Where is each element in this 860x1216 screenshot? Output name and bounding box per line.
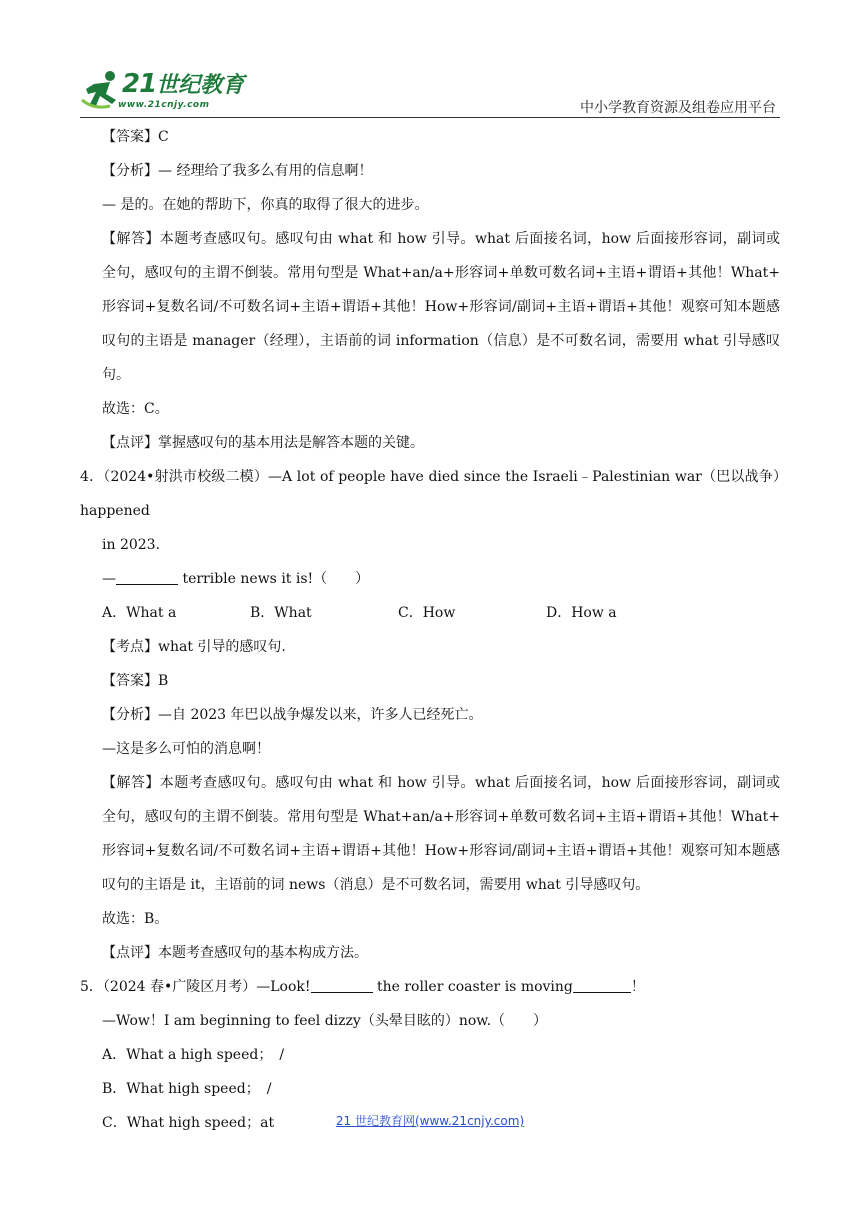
q4-option-c: C．How bbox=[398, 605, 456, 621]
q5-option-a: A．What a high speed； / bbox=[102, 1047, 285, 1063]
q4-option-d: D．How a bbox=[546, 605, 617, 621]
q5-stem-line-2: —Wow！I am beginning to feel dizzy（头晕目眩的）now.（ ） bbox=[102, 1013, 548, 1029]
q5-blank-2 bbox=[573, 978, 631, 993]
q4-analysis-line-1: 【分析】—自 2023 年巴以战争爆发以来，许多人已经死亡。 bbox=[102, 707, 483, 723]
q5-option-b: B．What high speed； / bbox=[102, 1081, 272, 1097]
q5-option-c: C．What high speed；at bbox=[102, 1115, 275, 1131]
document-body bbox=[80, 120, 780, 1140]
q4-kaodian: 【考点】what 引导的感叹句. bbox=[102, 639, 286, 655]
prev-analysis-line-1: 【分析】— 经理给了我多么有用的信息啊！ bbox=[102, 163, 373, 179]
page-header bbox=[80, 66, 780, 118]
q5-stem-line-1: 5．（2024 春•广陵区月考）—Look! the roller coaster is moving ！ bbox=[80, 979, 645, 995]
footer-link[interactable]: 21 世纪教育网(www.21cnjy.com) bbox=[335, 1114, 525, 1128]
prev-solution-line-5: 句。 bbox=[102, 367, 130, 383]
q4-solution-line-2: 全句，感叹句的主谓不倒装。常用句型是 What+an/a+形容词+单数可数名词+主语+谓语+其他！What+ bbox=[102, 809, 780, 825]
q4-solution-line-4: 叹句的主语是 it，主语前的词 news（消息）是不可数名词，需要用 what 引导感叹句。 bbox=[102, 877, 650, 893]
header-divider bbox=[80, 117, 780, 118]
logo bbox=[80, 66, 280, 118]
q5-blank-1 bbox=[311, 978, 373, 993]
q4-choice: 故选：B。 bbox=[102, 911, 169, 927]
prev-comment: 【点评】掌握感叹句的基本用法是解答本题的关键。 bbox=[102, 435, 424, 451]
prev-solution-line-1: 【解答】本题考查感叹句。感叹句由 what 和 how 引导。what 后面接名词，how 后面接形容词，副词或 bbox=[102, 231, 780, 247]
q4-options bbox=[80, 596, 780, 630]
q4-stem-line-3: — terrible news it is!（ ） bbox=[102, 571, 370, 587]
header-platform-name: 中小学教育资源及组卷应用平台 bbox=[580, 100, 776, 116]
prev-solution-line-2: 全句，感叹句的主谓不倒装。常用句型是 What+an/a+形容词+单数可数名词+主语+谓语+其他！What+ bbox=[102, 265, 780, 281]
q4-option-a: A．What a bbox=[102, 605, 177, 621]
prev-analysis-line-2: — 是的。在她的帮助下，你真的取得了很大的进步。 bbox=[102, 197, 429, 213]
prev-solution-line-4: 叹句的主语是 manager（经理），主语前的词 information（信息）是不可数名词，需要用 what 引导感叹 bbox=[102, 333, 780, 349]
q4-answer: 【答案】B bbox=[102, 673, 169, 689]
logo-url: www.21cnjy.com bbox=[118, 100, 210, 110]
q4-stem-line-1: 4．（2024•射洪市校级二模）—A lot of people have died since the Israeli﹣Palestinian war（巴以战争）happened bbox=[80, 469, 780, 519]
q4-solution-line-3: 形容词+复数名词/不可数名词+主语+谓语+其他！How+形容词/副词+主语+谓语+其他！观察可知本题感 bbox=[102, 843, 780, 859]
prev-choice: 故选：C。 bbox=[102, 401, 169, 417]
prev-answer: 【答案】C bbox=[102, 129, 169, 145]
logo-wordmark: 21世纪教育 bbox=[122, 69, 245, 99]
q4-option-b: B．What bbox=[250, 605, 312, 621]
q4-stem-line-2: in 2023. bbox=[102, 537, 161, 553]
q4-solution-line-1: 【解答】本题考查感叹句。感叹句由 what 和 how 引导。what 后面接名词，how 后面接形容词，副词或 bbox=[102, 775, 780, 791]
q4-blank bbox=[116, 570, 178, 585]
q4-comment: 【点评】本题考查感叹句的基本构成方法。 bbox=[102, 945, 368, 961]
prev-solution-line-3: 形容词+复数名词/不可数名词+主语+谓语+其他！How+形容词/副词+主语+谓语+其他！观察可知本题感 bbox=[102, 299, 780, 315]
q4-analysis-line-2: —这是多么可怕的消息啊！ bbox=[102, 741, 270, 757]
